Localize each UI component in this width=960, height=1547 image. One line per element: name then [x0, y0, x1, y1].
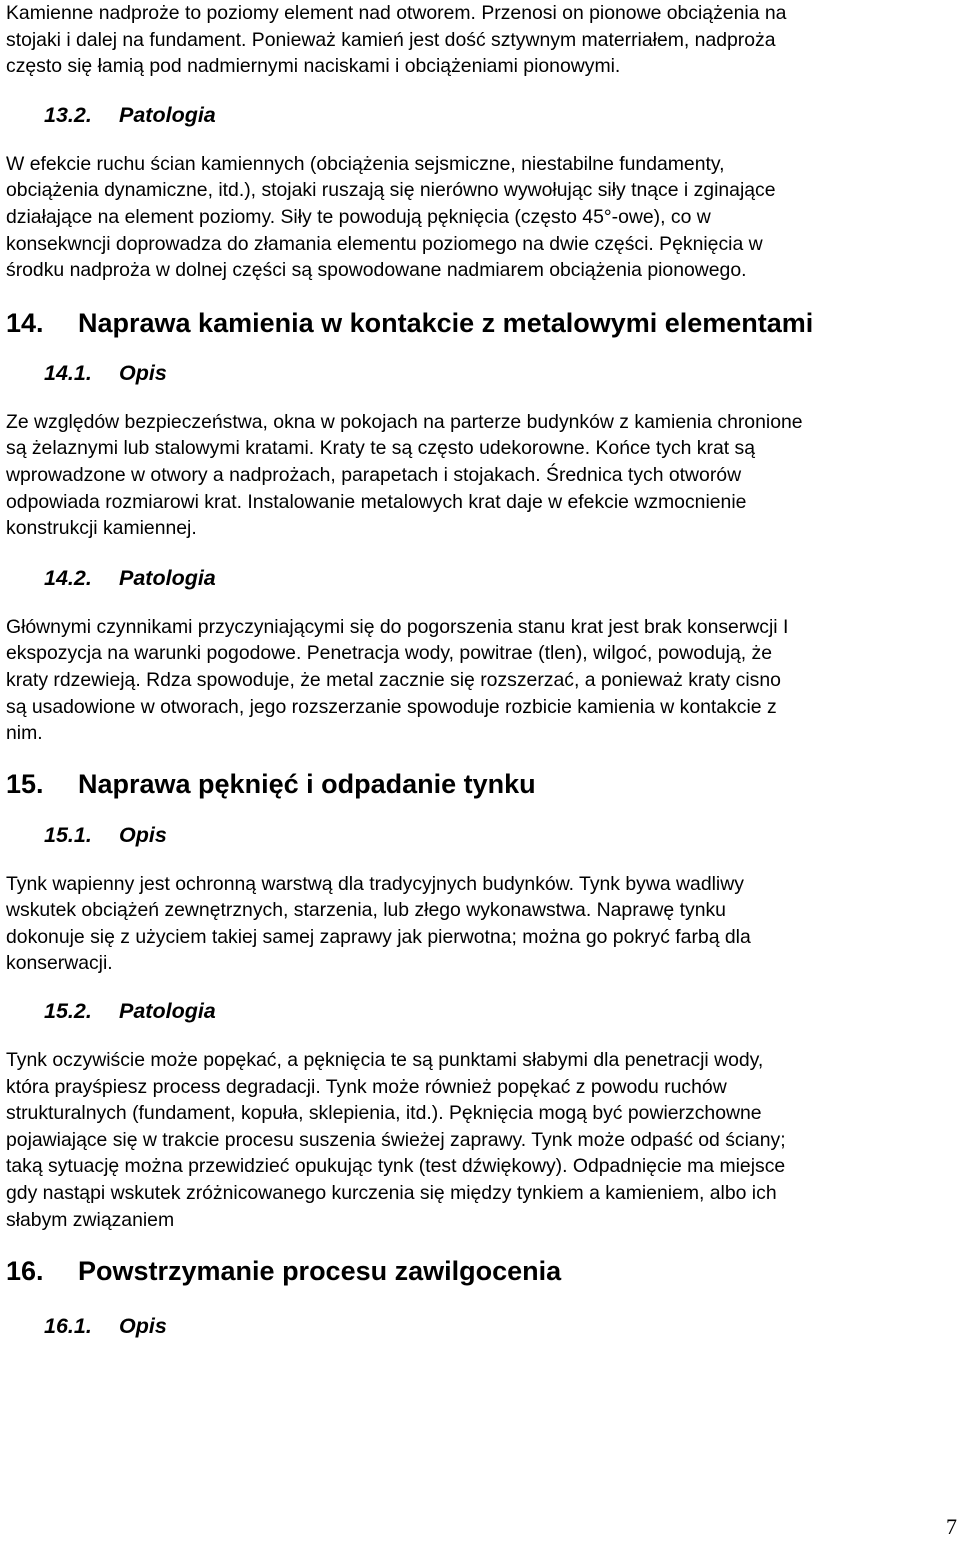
text-line: Głównymi czynnikami przyczyniającymi się do pogorszenia stanu krat jest brak konserwcji I: [6, 615, 789, 638]
subsection-heading: [6, 564, 954, 592]
text-line: W efekcie ruchu ścian kamiennych (obciążenia sejsmiczne, niestabilne fundamenty,: [6, 152, 725, 175]
heading-number: 14.1.: [44, 360, 92, 385]
subsection-heading: [6, 1312, 954, 1340]
text-line: działające na element poziomy. Siły te powodują pęknięcia (często 45°-owe), co w: [6, 205, 711, 228]
paragraph: [6, 614, 954, 747]
text-line: obciążenia dynamiczne, itd.), stojaki ruszają się nierówno wywołując siły tnące i zginające: [6, 179, 776, 202]
text-line: która prayśpiesz process degradacji. Tynk może również popękać z powodu ruchów: [6, 1075, 727, 1098]
section-heading: [6, 306, 954, 340]
heading-title: Opis: [119, 1314, 167, 1339]
text-line: stojaki i dalej na fundament. Ponieważ kamień jest dość sztywnym materriałem, nadproża: [6, 28, 776, 51]
text-line: środku nadproża w dolnej części są spowodowane nadmiarem obciążenia pionowego.: [6, 259, 747, 282]
text-line: wprowadzone w otwory a nadprożach, parapetach i stojakach. Średnica tych otworów: [6, 463, 742, 486]
heading-number: 15.2.: [44, 999, 92, 1024]
text-line: Tynk wapienny jest ochronną warstwą dla tradycyjnych budynków. Tynk bywa wadliwy: [6, 872, 744, 895]
heading-number: 15.1.: [44, 822, 92, 847]
subsection-heading: [6, 821, 954, 849]
heading-title: Patologia: [119, 102, 216, 127]
text-line: wskutek obciążeń zewnętrznych, starzenia, lub złego wykonawstwa. Naprawę tynku: [6, 899, 726, 922]
paragraph: [6, 1047, 954, 1233]
subsection-heading: [6, 101, 954, 129]
text-line: gdy nastąpi wskutek zróżnicowanego kurczenia się między tynkiem a kamieniem, albo ich: [6, 1182, 777, 1205]
heading-title: Patologia: [119, 999, 216, 1024]
subsection-heading: [6, 997, 954, 1025]
text-line: Tynk oczywiście może popękać, a pęknięcia te są punktami słabymi dla penetracji wody,: [6, 1049, 764, 1072]
heading-title: Powstrzymanie procesu zawilgocenia: [78, 1256, 562, 1287]
heading-number: 16.1.: [44, 1314, 92, 1339]
text-line: taką sytuację można przewidzieć opukując tynk (test dźwiękowy). Odpadnięcie ma miejsce: [6, 1155, 786, 1178]
text-line: odpowiada rozmiarowi krat. Instalowanie metalowych krat daje w efekcie wzmocnienie: [6, 490, 747, 513]
text-line: są żelaznymi lub stalowymi kratami. Kraty te są często udekorowne. Końce tych krat są: [6, 437, 756, 460]
text-line: Ze względów bezpieczeństwa, okna w pokojach na parterze budynków z kamienia chronione: [6, 410, 803, 433]
text-line: kraty rdzewieją. Rdza spowoduje, że metal zacznie się rozszerzać, a ponieważ kraty cisno: [6, 668, 781, 691]
heading-title: Opis: [119, 822, 167, 847]
paragraph: [6, 409, 954, 542]
document-body: [6, 0, 954, 1340]
heading-title: Opis: [119, 360, 167, 385]
heading-number: 14.2.: [44, 565, 92, 590]
subsection-heading: [6, 359, 954, 387]
heading-title: Patologia: [119, 565, 216, 590]
text-line: pojawiające się w trakcie procesu suszenia świeżej zaprawy. Tynk może odpaść od ściany;: [6, 1128, 786, 1151]
text-line: konstrukcji kamiennej.: [6, 517, 197, 540]
text-line: konserwacji.: [6, 952, 113, 975]
paragraph: [6, 871, 954, 977]
heading-number: 13.2.: [44, 102, 92, 127]
text-line: strukturalnych (fundament, kopuła, sklepienia, itd.). Pęknięcia mogą być powierzchowne: [6, 1102, 762, 1125]
text-line: Kamienne nadproże to poziomy element nad otworem. Przenosi on pionowe obciążenia na: [6, 2, 787, 24]
text-line: często się łamią pod nadmiernymi naciskami i obciążeniami pionowymi.: [6, 55, 621, 78]
text-line: ekspozycja na warunki pogodowe. Penetracja wody, powitrae (tlen), wilgoć, powodują, że: [6, 642, 772, 665]
heading-number: 15.: [6, 768, 44, 799]
text-line: są usadowione w otworach, jego rozszerzanie spowoduje rozbicie kamienia w kontakcie z: [6, 695, 777, 718]
text-line: dokonuje się z użyciem takiej samej zaprawy jak pierwotna; można go pokryć farbą dla: [6, 925, 751, 948]
heading-number: 14.: [6, 307, 44, 338]
heading-number: 16.: [6, 1256, 44, 1287]
text-line: nim.: [6, 722, 43, 745]
text-line: słabym związaniem: [6, 1208, 175, 1231]
text-line: konsekwncji doprowadza do złamania elementu poziomego na dwie części. Pęknięcia w: [6, 232, 763, 255]
paragraph: [6, 0, 954, 80]
section-heading: [6, 767, 954, 801]
page-number: 7: [946, 1514, 957, 1540]
heading-title: Naprawa pęknięć i odpadanie tynku: [78, 768, 536, 799]
paragraph: [6, 151, 954, 284]
heading-title: Naprawa kamienia w kontakcie z metalowymi elementami: [78, 307, 814, 338]
section-heading: [6, 1254, 954, 1288]
